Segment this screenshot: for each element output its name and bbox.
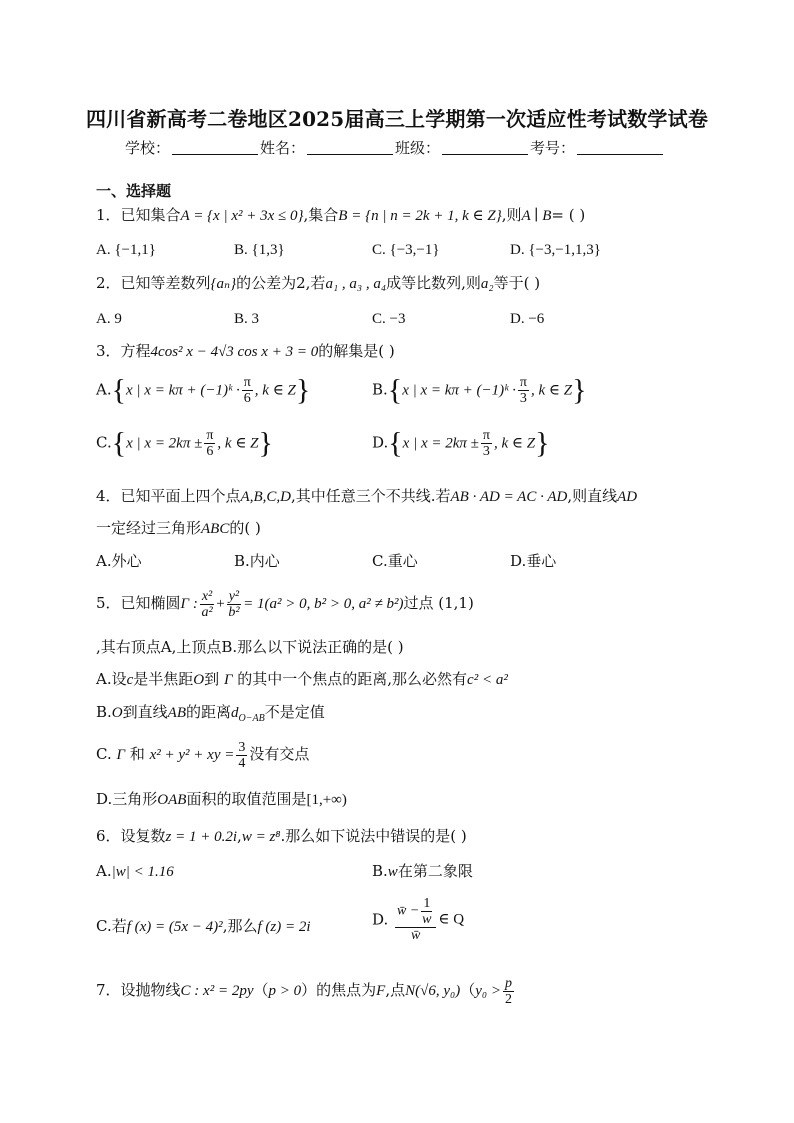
- opt-math: O: [111, 705, 123, 721]
- opt-text: 的其中一个焦点的距离,那么必然有: [237, 670, 468, 688]
- q3-option-b-expr: x | x = kπ + (−1)ᵏ ·: [402, 382, 516, 399]
- opt-math: f (x) = (5x − 4)²: [126, 919, 223, 935]
- frac-num: [395, 896, 436, 928]
- left-brace: {: [111, 373, 127, 407]
- question-7: [96, 975, 516, 1007]
- question-2: [96, 273, 540, 294]
- q3-option-d-expr: x | x = 2kπ ±: [402, 435, 479, 452]
- q3-option-c-label: C.: [96, 433, 112, 452]
- q4-triangle: ABC: [201, 521, 230, 537]
- opt-math: c: [126, 672, 134, 688]
- opt-text: 没有交点: [249, 745, 310, 763]
- opt-math: d: [231, 705, 239, 721]
- q1-text: 1．已知集合: [96, 206, 181, 224]
- q3-option-b[interactable]: [372, 375, 586, 406]
- q6-option-d-fraction: [395, 896, 436, 943]
- q3-option-d-tail: , k ∈ Z: [493, 435, 536, 452]
- q2-text4: 等于( ): [493, 274, 541, 292]
- q2-a2: a₂: [480, 276, 494, 292]
- q7-text: 7．设抛物线: [96, 981, 181, 999]
- school-blank[interactable]: [172, 153, 258, 155]
- q3-option-c[interactable]: [96, 428, 273, 459]
- frac-den: 4: [238, 755, 246, 771]
- q6-text3: .那么如下说法中错误的是( ): [280, 827, 467, 845]
- q3-option-b-tail: , k ∈ Z: [530, 382, 573, 399]
- q3-option-a-fraction: [242, 375, 253, 406]
- right-brace: }: [295, 373, 311, 407]
- section-title: 一、选择题: [96, 182, 172, 200]
- opt-text: C.: [96, 745, 112, 763]
- frac-num: x²: [201, 588, 213, 604]
- opt-math: Γ: [116, 747, 126, 763]
- q3-option-a-tail: , k ∈ Z: [254, 382, 296, 399]
- q4-vector-eq: AB · AD = AC · AD: [450, 489, 568, 505]
- question-4: [96, 486, 637, 507]
- q1-text4: = ( ): [551, 206, 586, 224]
- q3-option-a[interactable]: [96, 375, 310, 406]
- opt-math: c² < a²: [467, 672, 508, 688]
- left-brace: {: [387, 373, 403, 407]
- q6-option-c[interactable]: [96, 916, 311, 937]
- opt-math: w: [387, 864, 398, 880]
- q5-fraction-x: [200, 589, 214, 620]
- right-brace: }: [572, 373, 587, 407]
- left-brace: {: [388, 426, 403, 460]
- q5-option-b[interactable]: [96, 702, 325, 729]
- q3-option-b-label: B.: [372, 380, 388, 399]
- question-1: [96, 205, 585, 226]
- frac-den: w̄: [411, 928, 421, 943]
- opt-math: AB: [167, 705, 186, 721]
- q7-point: N(√6, y₀): [405, 983, 461, 999]
- student-info-row: [125, 137, 665, 158]
- q1-set-b: B = {n | n = 2k + 1, k ∈ Z}: [338, 208, 502, 224]
- q6-text: 6．设复数: [96, 827, 166, 845]
- frac-den: 6: [243, 391, 251, 406]
- opt-text: D.三角形: [96, 790, 158, 808]
- q5-option-c[interactable]: [96, 739, 309, 771]
- q4-option-d[interactable]: D.垂心: [510, 552, 557, 570]
- frac-num: 1: [423, 896, 431, 911]
- opt-text: C.若: [96, 917, 127, 935]
- q4-line: AD: [617, 489, 638, 505]
- q3-option-d-label: D.: [372, 433, 389, 452]
- q5-option-a[interactable]: [96, 669, 508, 690]
- number-blank[interactable]: [577, 153, 663, 155]
- q3-option-a-expr: x | x = kπ + (−1)ᵏ ·: [126, 382, 240, 399]
- opt-math: f (z) = 2i: [257, 919, 311, 935]
- opt-text: 到: [204, 670, 220, 688]
- q2-option-b[interactable]: B. 3: [234, 311, 260, 327]
- q7-condition: p > 0: [268, 983, 302, 999]
- q2-sequence: {aₙ}: [210, 276, 237, 292]
- class-blank[interactable]: [442, 153, 528, 155]
- q1-option-a[interactable]: A. {−1,1}: [96, 242, 156, 258]
- opt-text: 的距离: [185, 703, 231, 721]
- q5-option-c-fraction: [236, 740, 247, 771]
- q4-option-c[interactable]: C.重心: [372, 552, 418, 570]
- q3-option-d[interactable]: [372, 428, 549, 459]
- opt-text: 是半焦距: [133, 670, 194, 688]
- q5-plus: +: [216, 596, 225, 612]
- q4-text5: 的( ): [229, 519, 261, 537]
- name-label: 姓名：: [260, 139, 306, 157]
- q2-text3: 成等比数列,则: [386, 274, 481, 292]
- question-6: [96, 826, 467, 847]
- q4-text: 4．已知平面上四个点: [96, 487, 241, 505]
- q2-text2: 的公差为2,若: [236, 274, 326, 292]
- q3-option-c-tail: , k ∈ Z: [217, 435, 259, 452]
- q1-option-c[interactable]: C. {−3,−1}: [372, 242, 440, 258]
- frac-den: 3: [519, 391, 527, 406]
- question-3: [96, 341, 395, 362]
- q4-points: A,B,C,D: [240, 489, 291, 505]
- q7-fraction: [503, 976, 514, 1007]
- question-5: [96, 588, 474, 620]
- question-5-line2: ,其右顶点A,上顶点B.那么以下说法正确的是( ): [96, 638, 404, 656]
- frac-den: 3: [482, 444, 490, 459]
- opt-text: B.: [96, 703, 112, 721]
- opt-math: [1,+∞): [306, 792, 347, 808]
- opt-text: 在第二象限: [397, 862, 473, 880]
- q7-paren2: （: [460, 981, 476, 999]
- q6-option-a[interactable]: [96, 861, 174, 882]
- opt-subscript: O−AB: [238, 713, 265, 724]
- frac-den: 2: [504, 991, 512, 1007]
- school-label: 学校：: [125, 139, 171, 157]
- frac-den: 6: [206, 444, 214, 459]
- frac-num: 3: [238, 739, 246, 755]
- frac-part: w̄ −: [397, 903, 420, 919]
- opt-text: D.: [372, 910, 389, 929]
- opt-text: 面积的取值范围是: [186, 790, 307, 808]
- number-label: 考号：: [530, 139, 576, 157]
- q7-text2: ）的焦点为: [301, 981, 377, 999]
- q1-set-a: A = {x | x² + 3x ≤ 0}: [180, 208, 304, 224]
- q1-text3: ,则: [501, 206, 522, 224]
- q3-text: 3．方程: [96, 342, 151, 360]
- q3-option-a-label: A.: [96, 380, 112, 399]
- opt-text: 不是定值: [264, 703, 325, 721]
- q4-option-b[interactable]: B.内心: [234, 552, 280, 570]
- q5-condition: = 1(a² > 0, b² > 0, a² ≠ b²): [243, 596, 404, 612]
- q4-option-a[interactable]: A.外心: [96, 552, 142, 570]
- q2-option-a[interactable]: A. 9: [96, 311, 122, 327]
- q3-option-b-fraction: [518, 375, 529, 406]
- right-brace: }: [258, 426, 273, 460]
- q3-option-d-fraction: [481, 428, 492, 459]
- q3-option-c-fraction: [204, 428, 215, 459]
- q2-terms: a₁ , a₃ , a₄: [325, 276, 387, 292]
- q7-y0: y₀ >: [475, 983, 501, 999]
- frac-num: y²: [228, 588, 240, 604]
- opt-math: Γ: [223, 672, 233, 688]
- q6-option-d[interactable]: [372, 896, 464, 943]
- left-brace: {: [111, 426, 127, 460]
- page-title: 四川省新高考二卷地区2025届高三上学期第一次适应性考试数学试卷: [85, 107, 709, 131]
- class-label: 班级：: [395, 139, 441, 157]
- q6-w: w = z⁸: [241, 829, 281, 845]
- opt-math: O: [193, 672, 205, 688]
- q4-text4: 一定经过三角形: [96, 519, 202, 537]
- opt-text: A.: [96, 862, 112, 880]
- right-brace: }: [535, 426, 550, 460]
- frac-den: b²: [228, 604, 240, 620]
- q2-option-d[interactable]: D. −6: [510, 311, 545, 327]
- q3-option-c-expr: x | x = 2kπ ±: [126, 435, 203, 452]
- opt-math: ∈ Q: [438, 911, 465, 928]
- frac-den: a²: [201, 604, 213, 620]
- opt-math: OAB: [157, 792, 187, 808]
- opt-text: B.: [372, 862, 388, 880]
- frac-den: w: [422, 912, 432, 927]
- frac-num: π: [206, 428, 214, 443]
- q7-paren: （: [253, 981, 269, 999]
- frac-num: p: [504, 975, 512, 991]
- q5-text: 5．已知椭圆: [96, 594, 181, 612]
- q7-parabola: C : x² = 2py: [180, 983, 254, 999]
- inner-fraction: [421, 896, 432, 927]
- q4-text2: ,其中任意三个不共线.若: [290, 487, 451, 505]
- q1-option-d[interactable]: D. {−3,−1,1,3}: [510, 242, 601, 258]
- q7-focus: F: [376, 983, 386, 999]
- frac-num: π: [243, 375, 251, 390]
- q1-option-b[interactable]: B. {1,3}: [234, 242, 285, 258]
- q6-option-b[interactable]: [372, 861, 473, 882]
- name-blank[interactable]: [307, 153, 393, 155]
- frac-num: π: [482, 428, 490, 443]
- q6-z: z = 1 + 0.2i: [165, 829, 238, 845]
- q1-text2: ,集合: [303, 206, 339, 224]
- q6-text2: ,: [237, 827, 242, 845]
- opt-text: 到直线: [122, 703, 168, 721]
- q5-ellipse-name: Γ :: [180, 596, 198, 612]
- q3-text2: 的解集是( ): [318, 342, 395, 360]
- q1-expr: A ∣ B: [521, 208, 552, 224]
- q7-text3: ,点: [385, 981, 406, 999]
- q2-option-c[interactable]: C. −3: [372, 311, 406, 327]
- q5-option-d[interactable]: [96, 789, 347, 810]
- question-4-line2: [96, 518, 261, 539]
- q4-text3: ,则直线: [567, 487, 618, 505]
- frac-num: π: [519, 375, 527, 390]
- opt-text: ,那么: [222, 917, 258, 935]
- opt-math: x² + y² + xy =: [149, 747, 235, 763]
- q2-text: 2．已知等差数列: [96, 274, 211, 292]
- opt-text: 和: [129, 745, 145, 763]
- opt-math: |w| < 1.16: [111, 864, 174, 880]
- q5-point: 过点 (1,1): [403, 594, 474, 612]
- q5-fraction-y: [227, 589, 241, 620]
- opt-text: A.设: [96, 670, 127, 688]
- q3-equation: 4cos² x − 4√3 cos x + 3 = 0: [150, 344, 319, 360]
